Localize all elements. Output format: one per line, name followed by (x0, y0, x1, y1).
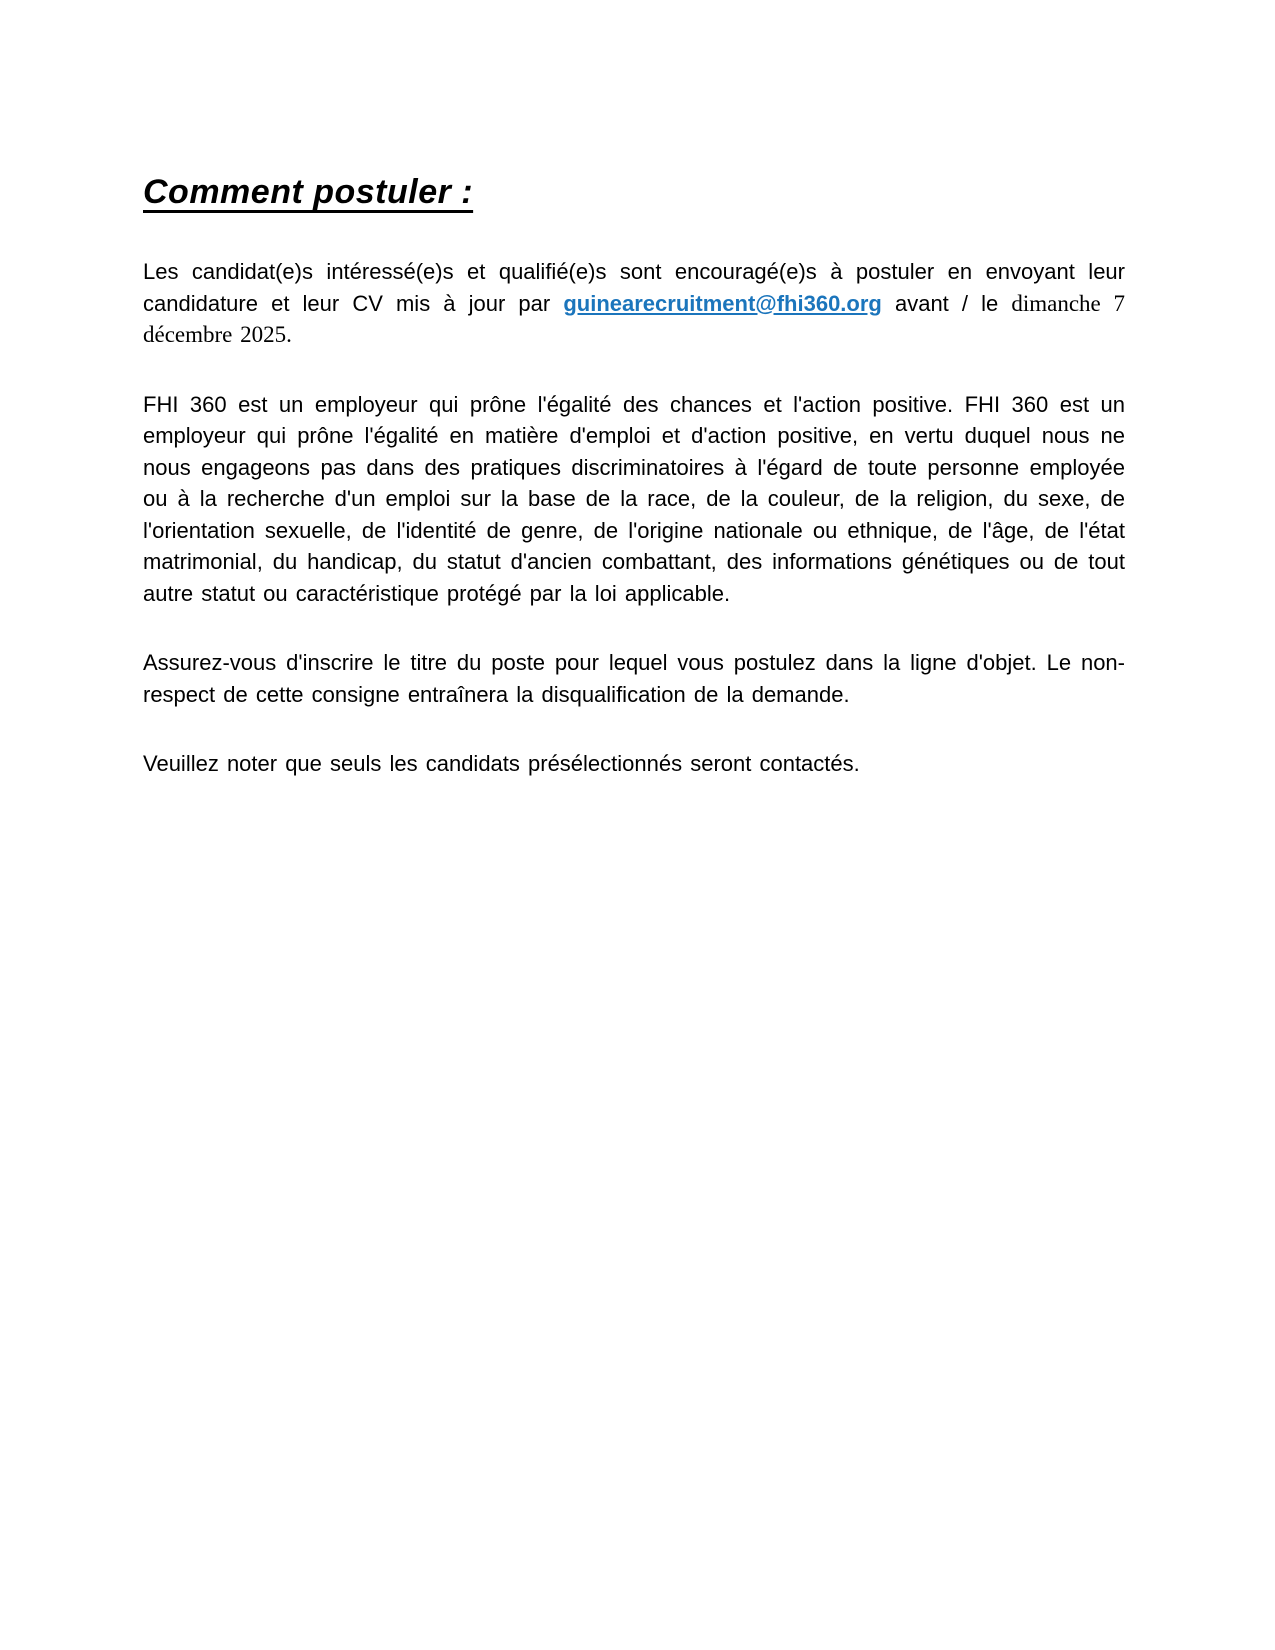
apply-text-after-link: avant / le (881, 290, 1012, 316)
paragraph-shortlist-note: Veuillez noter que seuls les candidats présélectionnés seront contactés. (143, 751, 860, 776)
section-title: Comment postuler : (143, 173, 474, 211)
paragraph-subject-line-instruction: Assurez-vous d'inscrire le titre du poste pour lequel vous postulez dans la ligne d'objet. Le non-respect de cette consigne entraînera la disqualification de la demande. (143, 650, 1125, 707)
deadline-date: dimanche 7 décembre 2025. (143, 290, 1126, 347)
apply-text-before-link: Les candidat(e)s intéressé(e)s et qualifié(e)s sont encouragé(e)s à postuler en envoyant leur candidature et leur CV mis à jour par (143, 259, 1125, 316)
paragraph-how-to-apply (143, 256, 1125, 351)
email-link[interactable]: guinearecruitment@fhi360.org (563, 290, 882, 316)
paragraph-eeo-statement: FHI 360 est un employeur qui prône l'égalité des chances et l'action positive. FHI 360 est un employeur qui prône l'égalité en matière d'emploi et d'action positive, en vertu duquel nous ne nous engageons pas dans des pratiques discriminatoires à l'égard de toute personne employée ou à la recherche d'un emploi sur la base de la race, de la couleur, de la religion, du sexe, de l'orientation sexuelle, de l'identité de genre, de l'origine nationale ou ethnique, de l'âge, de l'état matrimonial, du handicap, du statut d'ancien combattant, des informations génétiques ou de tout autre statut ou caractéristique protégé par la loi applicable. (143, 391, 1125, 606)
